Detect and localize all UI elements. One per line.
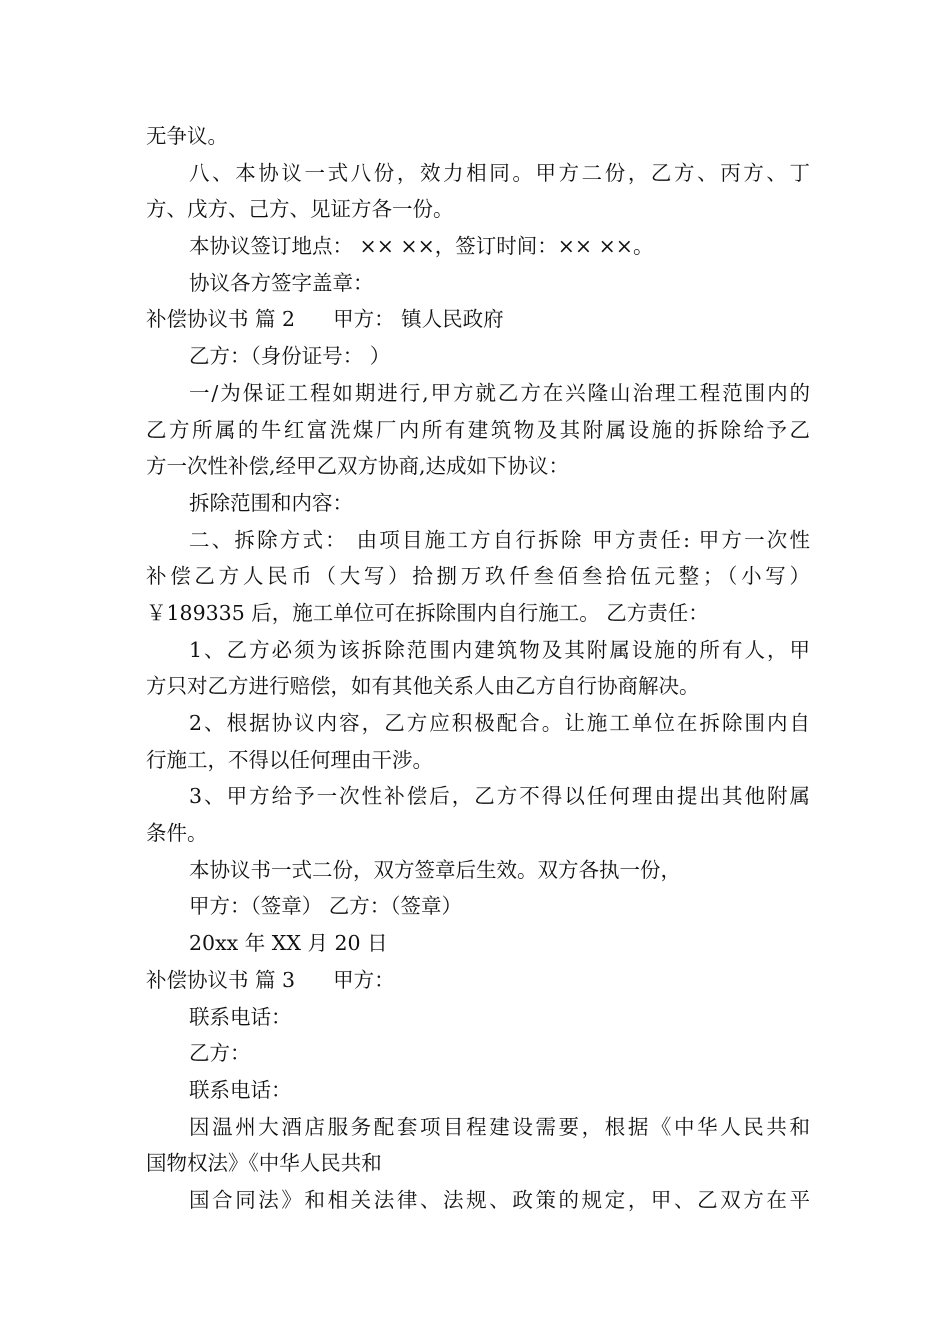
text-line: 联系电话： — [189, 1004, 292, 1029]
document-body — [146, 118, 810, 1219]
section-title: 补偿协议书 篇 3 — [146, 967, 296, 992]
text-line: 方只对乙方进行赔偿，如有其他关系人由乙方自行协商解决。 — [146, 674, 700, 699]
text-line: 补偿乙方人民币（大写）拾捌万玖仟叁佰叁拾伍元整；（小写） — [146, 564, 810, 589]
text-line: 本协议签订地点： ×× ××，签订时间：×× ××。 — [189, 234, 654, 259]
section-heading-3 — [146, 962, 810, 999]
text-line: 乙方所属的牛红富洗煤厂内所有建筑物及其附属设施的拆除给予乙 — [146, 417, 810, 442]
text-line: 乙方：（身份证号： ） — [189, 344, 391, 369]
text-line: 甲方：（签章） 乙方：（签章） — [189, 894, 463, 919]
section-title: 补偿协议书 篇 2 — [146, 307, 296, 332]
text-line: 方、戊方、己方、见证方各一份。 — [146, 197, 454, 222]
text-line: ￥189335 后，施工单位可在拆除围内自行施工。 乙方责任： — [146, 600, 709, 625]
text-line: 国物权法》《中华人民共和 — [146, 1151, 382, 1176]
section-heading-2 — [146, 301, 810, 338]
text-line: 联系电话： — [189, 1077, 292, 1102]
date-line: 20xx 年 XX 月 20 日 — [189, 931, 388, 956]
text-line: 条件。 — [146, 821, 208, 846]
text-line: 行施工，不得以任何理由干涉。 — [146, 747, 433, 772]
text-line: 八、本协议一式八份，效力相同。甲方二份，乙方、丙方、丁 — [189, 160, 810, 185]
text-line: 2、根据协议内容，乙方应积极配合。让施工单位在拆除围内自 — [189, 711, 810, 735]
party-a-label: 甲方： — [333, 967, 395, 992]
text-line: 无争议。 — [146, 124, 228, 148]
text-line: 因温州大酒店服务配套项目程建设需要，根据《中华人民共和 — [189, 1114, 810, 1139]
text-line: 乙方： — [189, 1041, 251, 1066]
text-line: 本协议书一式二份，双方签章后生效。双方各执一份， — [189, 857, 681, 882]
party-a-label: 甲方： 镇人民政府 — [333, 307, 504, 332]
text-line: 协议各方签字盖章： — [189, 270, 374, 295]
text-line: 方一次性补偿,经甲乙双方协商,达成如下协议： — [146, 454, 570, 479]
text-line: 拆除范围和内容： — [189, 490, 353, 515]
text-line: 一/为保证工程如期进行,甲方就乙方在兴隆山治理工程范围内的 — [189, 380, 810, 405]
text-line: 二、拆除方式： 由项目施工方自行拆除 甲方责任: 甲方一次性 — [189, 527, 810, 552]
text-line: 1、乙方必须为该拆除范围内建筑物及其附属设施的所有人，甲 — [189, 637, 810, 662]
text-line: 国合同法》和相关法律、法规、政策的规定，甲、乙双方在平 — [189, 1187, 810, 1212]
text-line: 3、甲方给予一次性补偿后，乙方不得以任何理由提出其他附属 — [189, 784, 810, 809]
